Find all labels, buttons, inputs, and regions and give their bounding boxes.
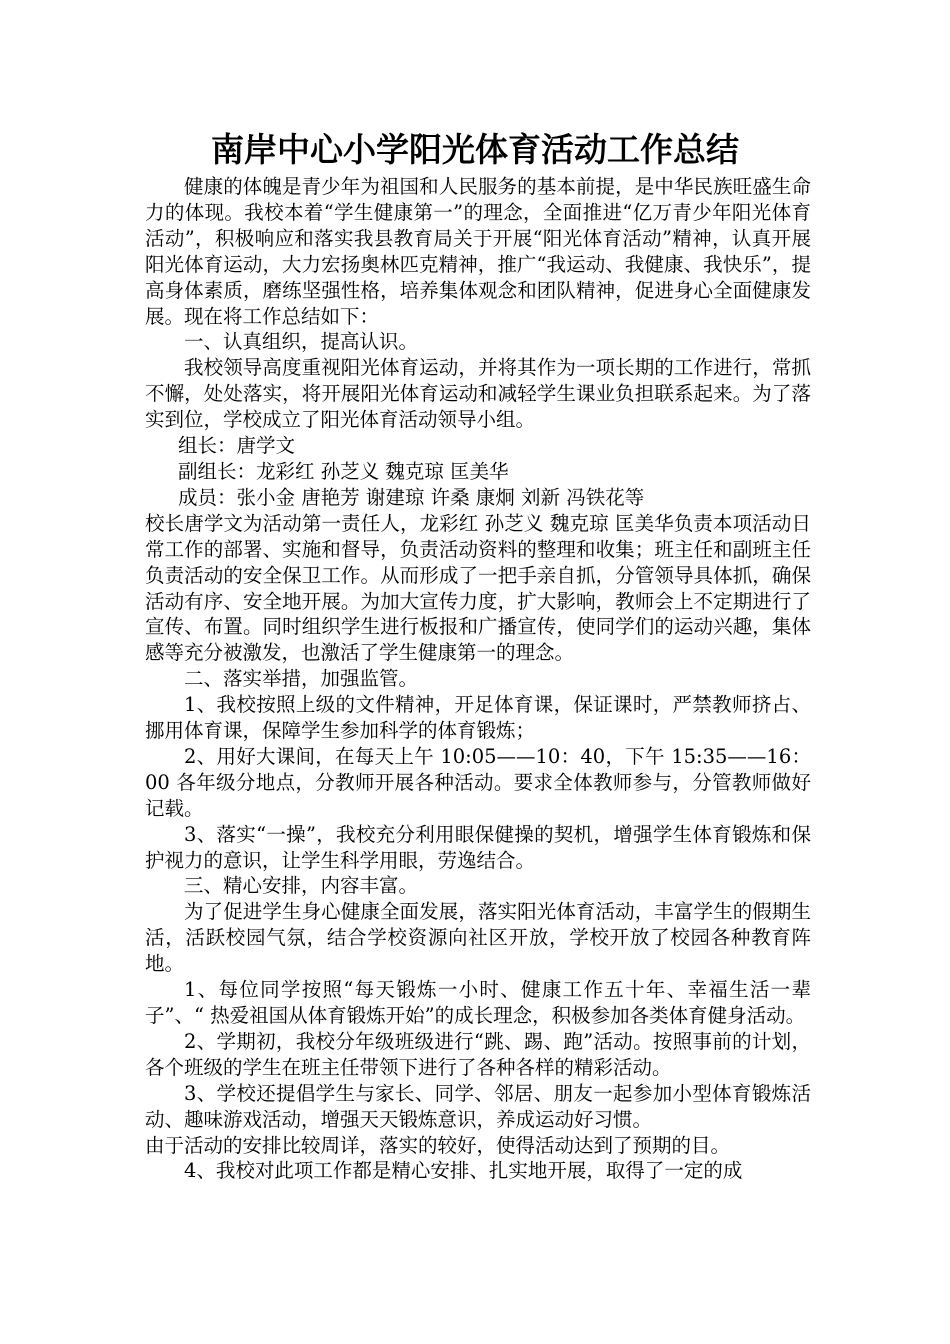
leader-line: 组长：唐学文 [178,434,296,458]
deputy-leader-line: 副组长：龙彩红 孙芝义 魏克琼 匡美华 [178,459,509,483]
document-title: 南岸中心小学阳光体育活动工作总结 [211,130,739,169]
paragraph-intro: 健康的体魄是青少年为祖国和人民服务的基本前提，是中华民族旺盛生命力的体现。我校本着“学生健康第一”的理念，全面推进“亿万青少年阳光体育活动”，积极响应和落实我县教育局关于开展“阳光体育活动”精神，认真开展阳光体育运动，大力宏扬奥林匹克精神，推广“我运动、我健康、我快乐”，提高身体素质，磨练坚强性格，培养集体观念和团队精神，促进身心全面健康发展。现在将工作总结如下： [145,175,811,328]
document-body [145,174,811,1184]
list-item: 2、学期初，我校分年级班级进行“跳、踢、跑”活动。按照事前的计划，各个班级的学生在班主任带领下进行了各种各样的精彩活动。 [145,1029,811,1079]
list-item: 1、每位同学按照“每天锻炼一小时、健康工作五十年、幸福生活一辈子”、“ 热爱祖国从体育锻炼开始”的成长理念，积极参加各类体育健身活动。 [145,978,811,1027]
section-heading-3: 三、精心安排，内容丰富。 [184,874,419,898]
list-item: 1、我校按照上级的文件精神，开足体育课，保证课时，严禁教师挤占、挪用体育课，保障学生参加科学的体育锻炼； [145,693,811,743]
paragraph: 由于活动的安排比较周详，落实的较好，使得活动达到了预期的目。 [145,1133,731,1157]
list-item: 2、用好大课间，在每天上午 10:05——10：40，下午 15:35——16：00 各年级分地点，分教师开展各种活动。要求全体教师参与，分管教师做好记载。 [145,744,811,820]
paragraph: 我校领导高度重视阳光体育运动，并将其作为一项长期的工作进行，常抓不懈，处处落实，将开展阳光体育运动和减轻学生课业负担联系起来。为了落实到位，学校成立了阳光体育活动领导小组。 [145,356,811,432]
members-line: 成员：张小金 唐艳芳 谢建琼 许桑 康炯 刘新 冯铁花等 [178,485,645,509]
paragraph: 校长唐学文为活动第一责任人，龙彩红 孙芝义 魏克琼 匡美华负责本项活动日常工作的部署、实施和督导，负责活动资料的整理和收集；班主任和副班主任负责活动的安全保卫工作。从而形成了一把手亲自抓，分管领导具体抓，确保活动有序、安全地开展。为加大宣传力度，扩大影响，教师会上不定期进行了宣传、布置。同时组织学生进行板报和广播宣传，使同学们的运动兴趣，集体感等充分被激发，也激活了学生健康第一的理念。 [145,511,811,665]
list-item: 3、落实“一操”，我校充分利用眼保健操的契机，增强学生体育锻炼和保护视力的意识，让学生科学用眼，劳逸结合。 [145,822,811,872]
list-item: 3、学校还提倡学生与家长、同学、邻居、朋友一起参加小型体育锻炼活动、趣味游戏活动，增强天天锻炼意识，养成运动好习惯。 [145,1081,811,1131]
list-item: 4、我校对此项工作都是精心安排、扎实地开展，取得了一定的成 [184,1159,743,1183]
paragraph: 为了促进学生身心健康全面发展，落实阳光体育活动，丰富学生的假期生活，活跃校园气氛，结合学校资源向社区开放，学校开放了校园各种教育阵地。 [145,900,811,976]
section-heading-2: 二、落实举措，加强监管。 [184,667,419,691]
section-heading-1: 一、认真组织，提高认识。 [184,330,419,354]
